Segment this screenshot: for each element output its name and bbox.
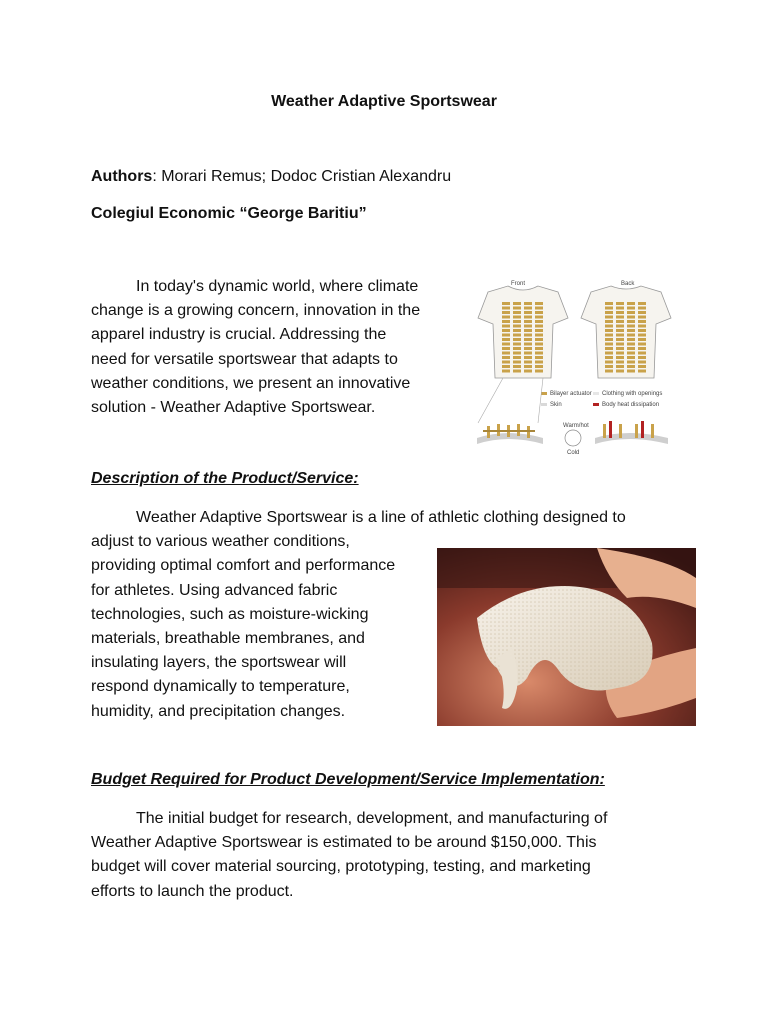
actuator-bar: [605, 311, 613, 314]
actuator-bar: [502, 334, 510, 337]
actuator-bar: [513, 352, 521, 355]
actuator-bar: [627, 325, 635, 328]
actuator-bar: [627, 302, 635, 305]
budget-line: budget will cover material sourcing, prototyping, testing, and marketing: [91, 858, 591, 876]
budget-line: Weather Adaptive Sportswear is estimated to be around $150,000. This: [91, 834, 597, 852]
actuator-bar: [524, 329, 532, 332]
intro-paragraph: [91, 275, 461, 420]
actuator-bar: [616, 356, 624, 359]
legend-clothing: Clothing with openings: [602, 391, 663, 397]
actuator-bar: [627, 352, 635, 355]
legend-skin-swatch: [541, 403, 547, 406]
actuator-bar: [535, 329, 543, 332]
actuator-bar: [627, 316, 635, 319]
actuator-bar: [535, 365, 543, 368]
intro-line: need for versatile sportswear that adapts to: [91, 350, 398, 368]
actuator-bar: [605, 370, 613, 373]
actuator-bar: [638, 302, 646, 305]
budget-heading: Budget Required for Product Development/Service Implementation:: [91, 771, 605, 788]
actuator-bar: [502, 325, 510, 328]
actuator-bar: [638, 347, 646, 350]
actuator-bar: [605, 347, 613, 350]
description-line: respond dynamically to temperature,: [91, 678, 350, 696]
actuator-bar: [638, 316, 646, 319]
back-label: Back: [621, 281, 635, 287]
actuator-bar: [524, 311, 532, 314]
actuator-bar: [502, 365, 510, 368]
actuator-bar: [605, 334, 613, 337]
actuator-bar: [605, 320, 613, 323]
actuator-bar: [605, 316, 613, 319]
authors-value: : Morari Remus; Dodoc Cristian Alexandru: [152, 168, 452, 185]
budget-line: efforts to launch the product.: [91, 882, 294, 900]
legend-heat: Body heat dissipation: [602, 402, 660, 408]
authors-line: [91, 165, 451, 189]
actuator-bar: [524, 352, 532, 355]
actuator-bar: [616, 370, 624, 373]
actuator-bar: [638, 320, 646, 323]
actuator-bar: [502, 307, 510, 310]
actuator-bar: [524, 302, 532, 305]
actuator-bar: [616, 329, 624, 332]
actuator-bar: [502, 370, 510, 373]
actuator-bar: [524, 325, 532, 328]
actuator-bar: [524, 347, 532, 350]
actuator-bar: [535, 352, 543, 355]
actuator-bar: [616, 307, 624, 310]
actuator-bar: [627, 365, 635, 368]
actuator-bar: [627, 320, 635, 323]
actuator-bar: [535, 334, 543, 337]
actuator-bar: [513, 361, 521, 364]
actuator-bar: [627, 356, 635, 359]
actuator-bar: [605, 307, 613, 310]
description-line: Weather Adaptive Sportswear is a line of athletic clothing designed to: [136, 509, 626, 526]
actuator-bar: [535, 307, 543, 310]
actuator-bar: [502, 347, 510, 350]
actuator-bar: [513, 338, 521, 341]
actuator-bar: [535, 356, 543, 359]
legend-clothing-swatch: [593, 392, 599, 395]
actuator-bar: [638, 329, 646, 332]
actuator-bar: [605, 329, 613, 332]
actuator-bar: [638, 311, 646, 314]
actuator-bar: [535, 338, 543, 341]
actuator-bar: [605, 343, 613, 346]
actuator-bar: [616, 325, 624, 328]
actuator-bar: [605, 365, 613, 368]
actuator-bar: [535, 347, 543, 350]
actuator-bar: [638, 356, 646, 359]
actuator-bar: [502, 311, 510, 314]
actuator-bar: [535, 343, 543, 346]
actuator-bar: [513, 334, 521, 337]
actuator-bar: [535, 361, 543, 364]
actuator-bar: [524, 361, 532, 364]
actuator-bar: [513, 365, 521, 368]
actuator-bar: [524, 356, 532, 359]
actuator-bar: [502, 356, 510, 359]
actuator-bar: [535, 302, 543, 305]
legend-heat-swatch: [593, 403, 599, 406]
actuator-bar: [535, 316, 543, 319]
actuator-bar: [638, 370, 646, 373]
intro-line: In today's dynamic world, where climate: [136, 278, 419, 295]
actuator-bar: [513, 347, 521, 350]
actuator-bar: [513, 325, 521, 328]
intro-line: weather conditions, we present an innovative: [91, 374, 411, 392]
actuator-bar: [535, 370, 543, 373]
actuator-bar: [513, 311, 521, 314]
actuator-bar: [524, 334, 532, 337]
actuator-bar: [605, 302, 613, 305]
actuator-bar: [524, 320, 532, 323]
actuator-bar: [605, 361, 613, 364]
actuator-bar: [627, 307, 635, 310]
description-line: providing optimal comfort and performance: [91, 557, 396, 575]
actuator-bar: [638, 361, 646, 364]
actuator-bar: [638, 325, 646, 328]
actuator-bar: [627, 329, 635, 332]
actuator-bar: [502, 316, 510, 319]
front-label: Front: [511, 281, 526, 287]
actuator-bar: [502, 302, 510, 305]
actuator-bar: [502, 329, 510, 332]
description-line: adjust to various weather conditions,: [91, 533, 350, 551]
actuator-bar: [605, 356, 613, 359]
actuator-bar: [616, 352, 624, 355]
description-line: technologies, such as moisture-wicking: [91, 605, 369, 623]
tshirt-diagram-figure: [473, 278, 678, 456]
actuator-bar: [638, 343, 646, 346]
actuator-bar: [513, 356, 521, 359]
actuator-bar: [513, 320, 521, 323]
warm-label: Warm/hot: [563, 423, 589, 429]
budget-line: The initial budget for research, development, and manufacturing of: [136, 810, 608, 827]
actuator-bar: [513, 316, 521, 319]
actuator-bar: [616, 338, 624, 341]
fabric-photo: [437, 548, 696, 726]
actuator-bar: [627, 334, 635, 337]
description-line: materials, breathable membranes, and: [91, 630, 365, 648]
actuator-bar: [524, 338, 532, 341]
actuator-bar: [513, 343, 521, 346]
legend-actuator-swatch: [541, 392, 547, 395]
legend-skin: Skin: [550, 402, 562, 408]
cold-label: Cold: [567, 450, 580, 456]
actuator-bar: [524, 370, 532, 373]
actuator-bar: [638, 338, 646, 341]
actuator-bar: [535, 325, 543, 328]
actuator-bar: [627, 370, 635, 373]
description-line: insulating layers, the sportswear will: [91, 654, 347, 672]
actuator-bar: [524, 316, 532, 319]
actuator-bar: [627, 338, 635, 341]
actuator-bar: [616, 334, 624, 337]
actuator-bar: [605, 325, 613, 328]
actuator-bar: [627, 361, 635, 364]
actuator-bar: [502, 352, 510, 355]
actuator-bar: [616, 302, 624, 305]
authors-label: Authors: [91, 168, 153, 185]
actuator-bar: [638, 365, 646, 368]
description-line: for athletes. Using advanced fabric: [91, 581, 338, 599]
legend-actuator: Bilayer actuator: [550, 391, 592, 397]
actuator-bar: [502, 343, 510, 346]
actuator-bar: [524, 343, 532, 346]
budget-paragraph: [91, 807, 691, 904]
actuator-bar: [513, 307, 521, 310]
document-title: Weather Adaptive Sportswear: [271, 93, 497, 110]
actuator-bar: [616, 347, 624, 350]
actuator-bar: [616, 311, 624, 314]
intro-line: solution - Weather Adaptive Sportswear.: [91, 399, 376, 417]
actuator-bar: [605, 338, 613, 341]
actuator-bar: [502, 338, 510, 341]
school-name: Colegiul Economic “George Baritiu”: [91, 205, 367, 222]
actuator-bar: [513, 302, 521, 305]
actuator-bar: [616, 343, 624, 346]
actuator-bar: [502, 361, 510, 364]
actuator-bar: [502, 320, 510, 323]
intro-line: apparel industry is crucial. Addressing the: [91, 326, 387, 344]
actuator-bar: [535, 320, 543, 323]
actuator-bar: [627, 311, 635, 314]
actuator-bar: [616, 365, 624, 368]
actuator-bar: [638, 352, 646, 355]
intro-line: change is a growing concern, innovation in the: [91, 302, 421, 320]
actuator-bar: [627, 347, 635, 350]
actuator-bar: [616, 316, 624, 319]
actuator-bar: [605, 352, 613, 355]
actuator-bar: [627, 343, 635, 346]
actuator-bar: [616, 320, 624, 323]
description-line: humidity, and precipitation changes.: [91, 702, 346, 720]
description-heading: Description of the Product/Service:: [91, 470, 359, 487]
actuator-bar: [638, 334, 646, 337]
actuator-bar: [638, 307, 646, 310]
actuator-bar: [524, 307, 532, 310]
actuator-bar: [535, 311, 543, 314]
actuator-bar: [524, 365, 532, 368]
actuator-bar: [513, 370, 521, 373]
actuator-bar: [616, 361, 624, 364]
actuator-bar: [513, 329, 521, 332]
